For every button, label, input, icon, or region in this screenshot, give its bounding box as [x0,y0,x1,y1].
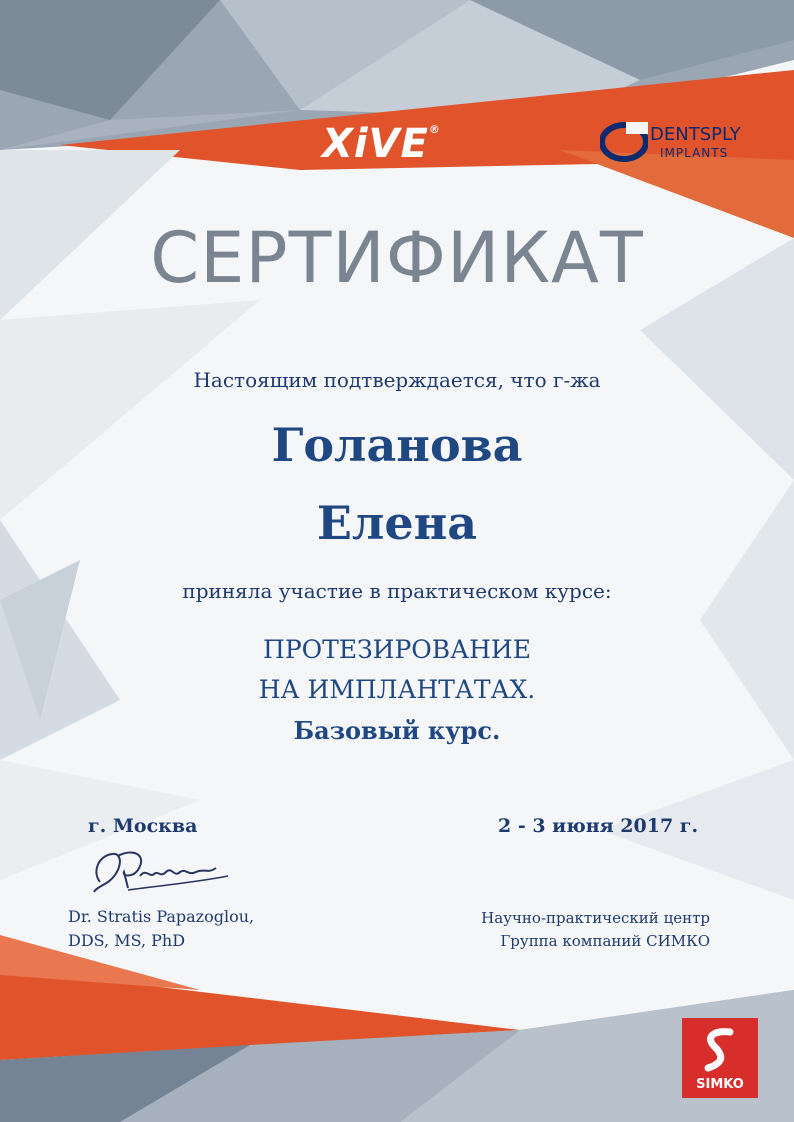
certificate-title: СЕРТИФИКАТ [150,217,644,299]
recipient-first-name: Елена [316,496,478,550]
participation-text: приняла участие в практическом курсе: [182,579,612,603]
organizer-line1: Научно-практический центр [481,909,710,927]
confirmation-text: Настоящим подтверждается, что г-жа [193,368,601,392]
issue-city: г. Москва [88,815,198,837]
simko-emblem-icon [682,1022,758,1078]
dentsply-swoosh-icon [600,120,648,164]
handwritten-signature [88,842,238,904]
organizer-line2: Группа компаний СИМКО [500,932,710,950]
recipient-surname: Голанова [271,418,523,472]
course-level: Базовый курс. [293,716,501,745]
course-dates: 2 - 3 июня 2017 г. [498,815,699,837]
signatory-degree: DDS, MS, PhD [68,931,186,950]
dentsply-implants-logo: DENTSPLY IMPLANTS [600,118,750,168]
course-title-line2: НА ИМПЛАНТАТАХ. [258,675,536,704]
xive-logo: XiVE® [322,121,441,167]
simko-logo: SIMKO [682,1018,758,1098]
course-title-line1: ПРОТЕЗИРОВАНИЕ [263,635,531,664]
signatory-name: Dr. Stratis Papazoglou, [68,907,255,926]
